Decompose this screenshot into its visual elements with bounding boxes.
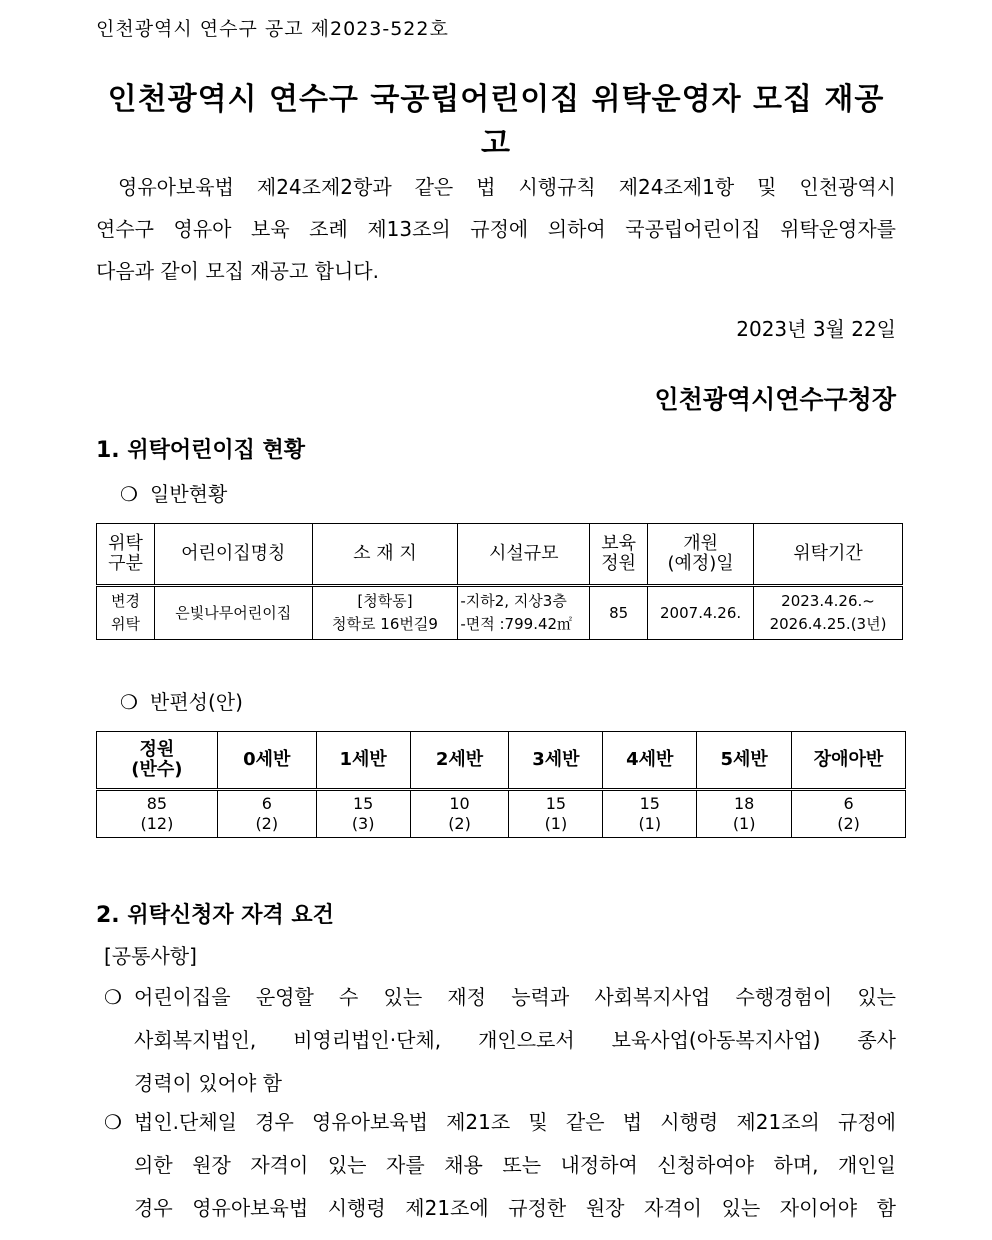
requirement-1: [104, 976, 896, 1105]
bullet-icon: ❍: [104, 1110, 122, 1134]
class-header-cell: 5세반: [697, 732, 792, 790]
class-cell: 15 (1): [603, 790, 697, 838]
class-cell: 85 (12): [97, 790, 218, 838]
bullet-icon: ❍: [120, 690, 138, 714]
bullet-icon: ❍: [104, 985, 122, 1009]
class-row: [97, 790, 906, 838]
open-date-cell: 2007.4.26.: [648, 586, 754, 640]
period-line: 2026.4.25.(3년): [769, 615, 887, 633]
class-header-cell: 2세반: [410, 732, 509, 790]
requirement-line: 어린이집을 운영할 수 있는 재정 능력과 사회복지사업 수행경험이 있는: [134, 985, 896, 1009]
location-cell: [312, 586, 458, 640]
header-cell: 소 재 지: [312, 524, 458, 586]
class-cell: 10 (2): [410, 790, 509, 838]
header-cell: 위탁기간: [754, 524, 903, 586]
scale-cell: [458, 586, 590, 640]
intro-line: 연수구 영유아 보육 조례 제13조의 규정에 의하여 국공립어린이집 위탁운영자를: [96, 217, 896, 241]
name-cell: 은빛나무어린이집: [154, 586, 312, 640]
class-plan-label: 반편성(안): [150, 690, 243, 714]
class-header-cell: 정원 (반수): [97, 732, 218, 790]
class-header-row: [97, 732, 906, 790]
scale-line: -면적 :799.42㎡: [460, 615, 573, 633]
requirement-line: 경력이 있어야 함: [134, 1071, 282, 1095]
class-header-cell: 1세반: [316, 732, 410, 790]
class-header-cell: 장애아반: [792, 732, 906, 790]
type-cell: 변경 위탁: [97, 586, 155, 640]
signer: 인천광역시연수구청장: [654, 385, 896, 414]
header-cell: 위탁 구분: [97, 524, 155, 586]
header-cell: 시설규모: [458, 524, 590, 586]
header-cell: 개원 (예정)일: [648, 524, 754, 586]
class-table: [96, 731, 906, 838]
capacity-cell: 85: [590, 586, 648, 640]
intro-line: 다음과 같이 모집 재공고 합니다.: [96, 259, 379, 283]
period-cell: [754, 586, 903, 640]
general-status-heading: [120, 478, 227, 507]
notice-date: 2023년 3월 22일: [736, 317, 896, 341]
period-line: 2023.4.26.~: [781, 592, 875, 610]
notice-number: 인천광역시 연수구 공고 제2023-522호: [96, 18, 449, 40]
table-header-row: [97, 524, 903, 586]
class-cell: 6 (2): [792, 790, 906, 838]
requirement-line: 법인.단체일 경우 영유아보육법 제21조 및 같은 법 시행령 제21조의 규정에: [134, 1110, 896, 1134]
class-header-cell: 0세반: [217, 732, 316, 790]
class-cell: 15 (3): [316, 790, 410, 838]
header-cell: 어린이집명칭: [154, 524, 312, 586]
general-status-label: 일반현황: [150, 482, 228, 506]
class-cell: 6 (2): [217, 790, 316, 838]
document-title: 인천광역시 연수구 국공립어린이집 위탁운영자 모집 재공고: [107, 82, 885, 161]
class-plan-heading: [120, 686, 243, 715]
table-row: [97, 586, 903, 640]
bullet-icon: ❍: [120, 482, 138, 506]
section-heading-2: 2. 위탁신청자 자격 요건: [96, 903, 334, 928]
common-requirements-label: [공통사항]: [104, 944, 197, 968]
intro-line: 영유아보육법 제24조제2항과 같은 법 시행규칙 제24조제1항 및 인천광역시: [118, 175, 896, 199]
header-cell: 보육 정원: [590, 524, 648, 586]
class-cell: 18 (1): [697, 790, 792, 838]
location-line: [청학동]: [357, 592, 413, 610]
class-header-cell: 3세반: [509, 732, 603, 790]
requirement-line: 의한 원장 자격이 있는 자를 채용 또는 내정하여 신청하여야 하며, 개인일: [134, 1153, 896, 1177]
scale-line: -지하2, 지상3층: [460, 592, 567, 610]
requirement-line: 사회복지법인, 비영리법인·단체, 개인으로서 보육사업(아동복지사업) 종사: [134, 1028, 896, 1052]
requirement-2: [104, 1101, 896, 1230]
facility-table: [96, 523, 903, 640]
requirement-line: 경우 영유아보육법 시행령 제21조에 규정한 원장 자격이 있는 자이어야 함: [134, 1196, 896, 1220]
class-header-cell: 4세반: [603, 732, 697, 790]
section-heading-1: 1. 위탁어린이집 현황: [96, 438, 305, 463]
intro-paragraph: [96, 166, 896, 292]
class-cell: 15 (1): [509, 790, 603, 838]
location-line: 청학로 16번길9: [332, 615, 438, 633]
